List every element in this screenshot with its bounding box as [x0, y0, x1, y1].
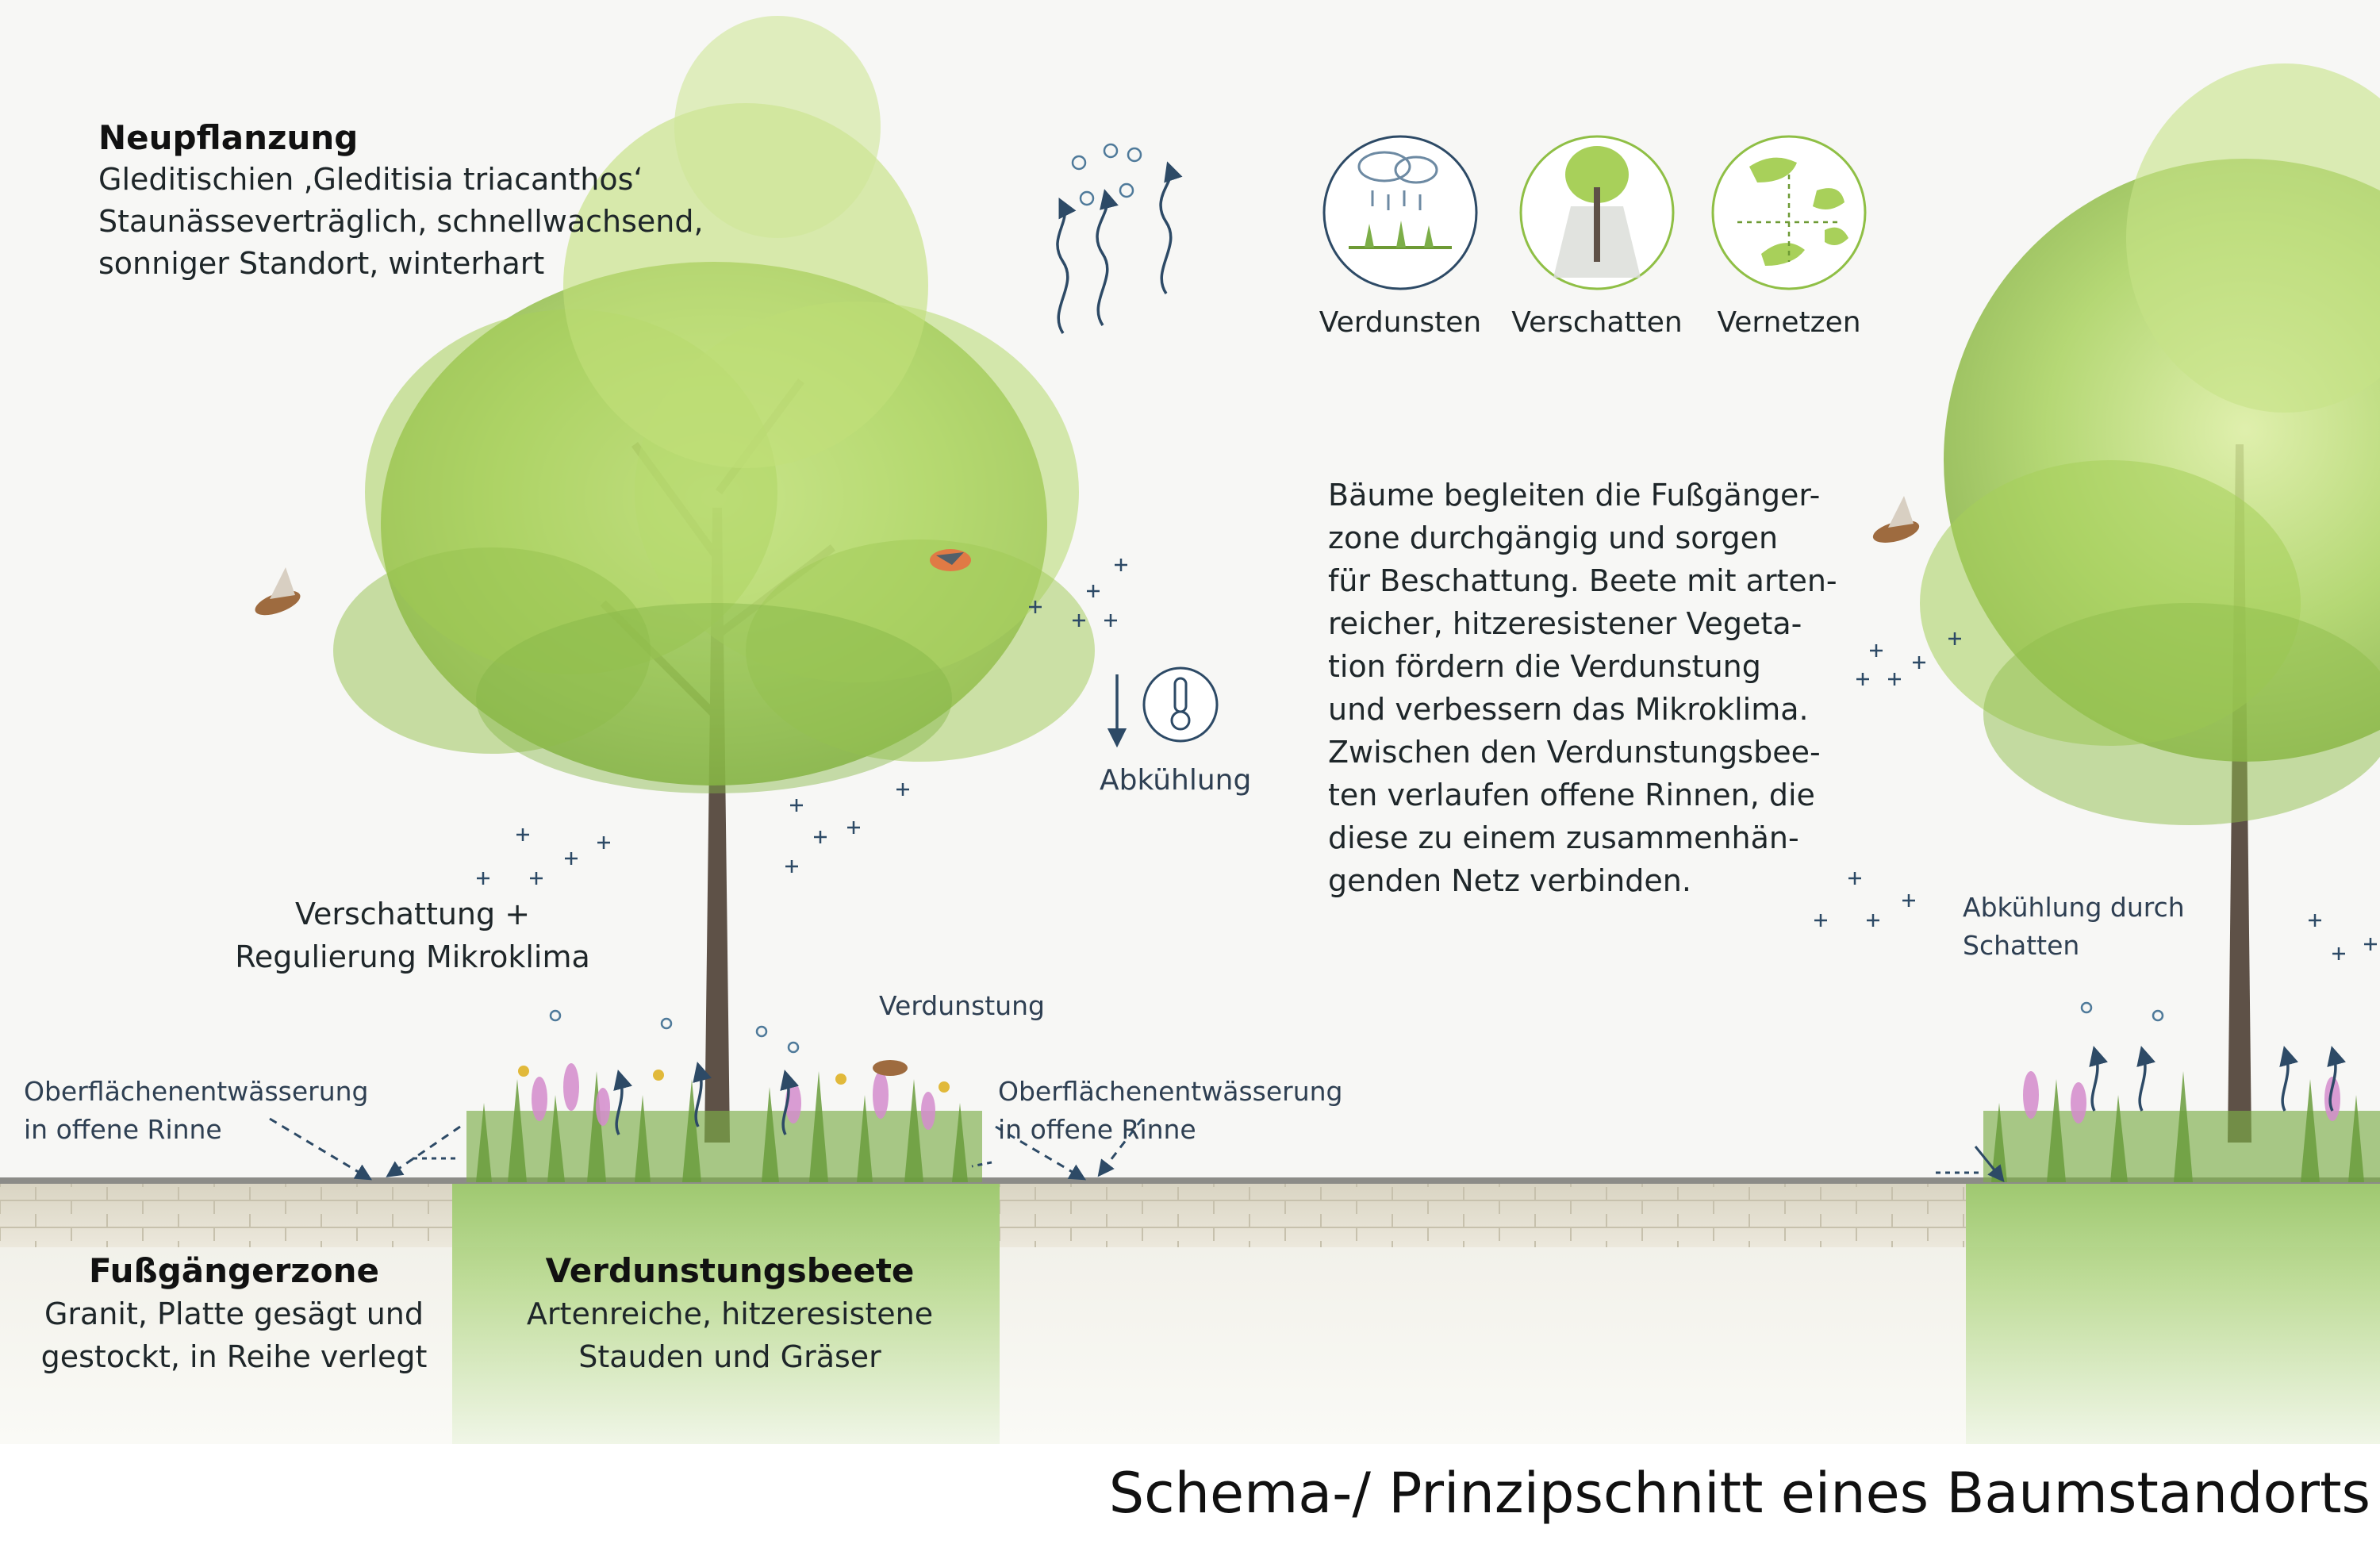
- planting-line-1: Gleditischien ‚Gleditisia triacanthos‘: [98, 162, 643, 197]
- beds-line-1: Artenreiche, hitzeresistene: [526, 1296, 934, 1331]
- diagram-title: Schema-/ Prinzipschnitt eines Baumstandorts: [1108, 1461, 2370, 1526]
- cooling-label: Abkühlung: [1100, 764, 1252, 797]
- shading-label-2: Regulierung Mikroklima: [235, 939, 590, 974]
- description-line-7: Zwischen den Verdunstungsbee-: [1328, 735, 1821, 770]
- pedestrian-zone-heading: Fußgängerzone: [89, 1251, 379, 1290]
- planting-bed-soil-right: [1966, 1182, 2380, 1444]
- evaporate-label: Verdunsten: [1319, 306, 1482, 339]
- planting-heading: Neupflanzung: [98, 118, 359, 157]
- paving-middle-joints: [1000, 1182, 1966, 1247]
- description-line-8: ten verlaufen offene Rinnen, die: [1328, 778, 1815, 812]
- shade-label: Verschatten: [1511, 306, 1683, 339]
- shade-icon: [1521, 136, 1673, 289]
- shade-cooling-label-2: Schatten: [1963, 930, 2080, 961]
- drainage-left-label-2: in offene Rinne: [24, 1114, 222, 1145]
- planting-line-3: sonniger Standort, winterhart: [98, 246, 545, 281]
- description-line-6: und verbessern das Mikroklima.: [1328, 692, 1809, 727]
- description-line-1: Bäume begleiten die Fußgänger-: [1328, 478, 1821, 513]
- shade-cooling-label-1: Abkühlung durch: [1963, 892, 2185, 923]
- beds-heading: Verdunstungsbeete: [545, 1251, 915, 1290]
- description-line-5: tion fördern die Verdunstung: [1328, 649, 1761, 684]
- paving-left-joints: [0, 1182, 452, 1247]
- network-icon: [1713, 136, 1865, 289]
- bird-bed: [873, 1060, 908, 1076]
- description-line-4: reicher, hitzeresistener Vegeta-: [1328, 606, 1802, 641]
- planting-line-2: Staunässeverträglich, schnellwachsend,: [98, 204, 704, 239]
- description-line-2: zone durchgängig und sorgen: [1328, 520, 1779, 555]
- drainage-right-label-2: in offene Rinne: [998, 1114, 1196, 1145]
- description-line-3: für Beschattung. Beete mit arten-: [1328, 563, 1837, 598]
- drainage-left-label-1: Oberflächenentwässerung: [24, 1076, 369, 1107]
- beds-line-2: Stauden und Gräser: [578, 1339, 881, 1374]
- description-line-10: genden Netz verbinden.: [1328, 863, 1691, 898]
- drainage-right-label-1: Oberflächenentwässerung: [998, 1076, 1343, 1107]
- evaporation-label: Verdunstung: [879, 990, 1045, 1021]
- pedestrian-zone-line-1: Granit, Platte gesägt und: [44, 1296, 424, 1331]
- bird-center: [930, 549, 971, 571]
- evaporate-icon: [1324, 136, 1476, 289]
- network-label: Vernetzen: [1717, 306, 1861, 339]
- pedestrian-zone-line-2: gestockt, in Reihe verlegt: [40, 1339, 428, 1374]
- shading-label-1: Verschattung +: [294, 897, 531, 931]
- description-line-9: diese zu einem zusammenhän-: [1328, 820, 1799, 855]
